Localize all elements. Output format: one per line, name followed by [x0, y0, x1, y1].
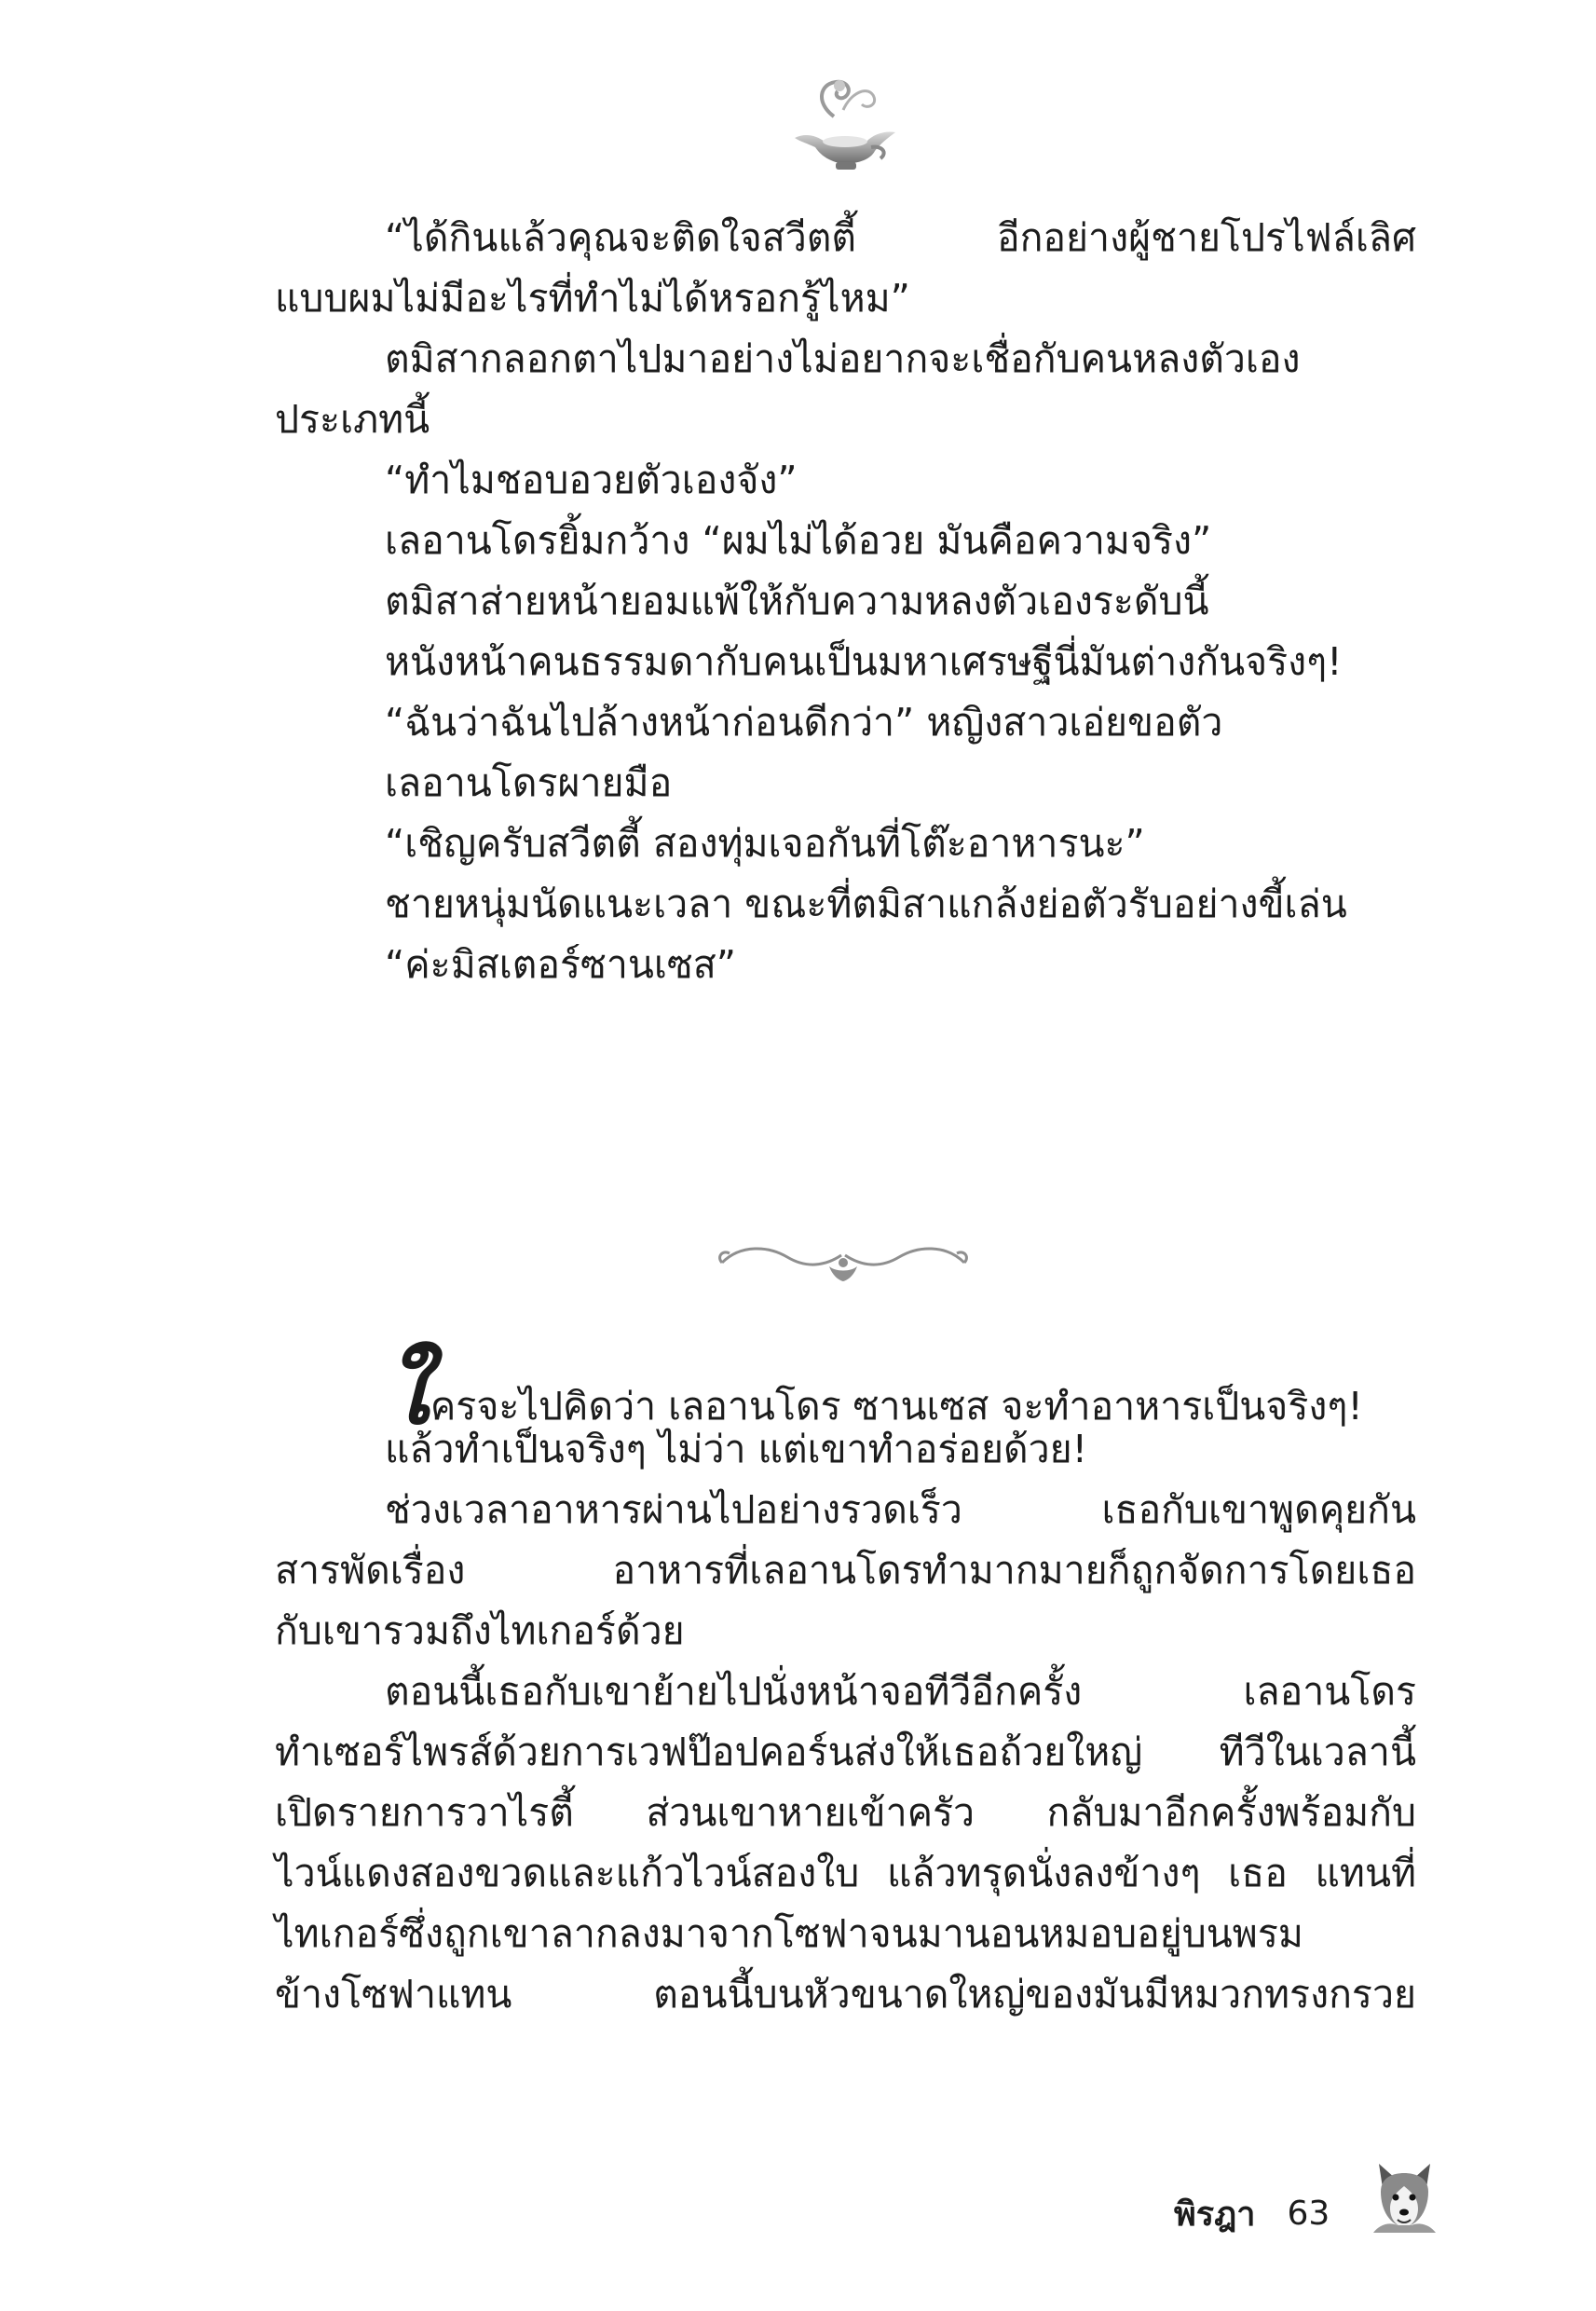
paragraph-line: ทำเซอร์ไพรส์ด้วยการเวฟป๊อปคอร์นส่งให้เธอถ้วยใหญ่ ทีวีในเวลานี้ [275, 1730, 1416, 1774]
paragraph-line: แล้วทำเป็นจริงๆ ไม่ว่า แต่เขาทำอร่อยด้วย! [385, 1427, 1088, 1471]
first-line-text: ครจะไปคิดว่า เลอานโดร ซานเซส จะทำอาหารเป็นจริงๆ! [430, 1384, 1363, 1429]
paragraph-line: “เชิญครับสวีตตี้ สองทุ่มเจอกันที่โต๊ะอาหารนะ” [385, 821, 1145, 866]
page-footer [1174, 2185, 1330, 2241]
paragraph-line: กับเขารวมถึงไทเกอร์ด้วย [275, 1608, 685, 1653]
genie-lamp-icon [778, 65, 908, 177]
paragraph-line: เลอานโดรยิ้มกว้าง “ผมไม่ได้อวย มันคือความจริง” [385, 518, 1212, 563]
paragraph-line: “ทำไมชอบอวยตัวเองจัง” [385, 458, 798, 502]
paragraph-line: เลอานโดรผายมือ [385, 760, 673, 805]
drop-cap: ใ [385, 1339, 429, 1444]
paragraph-line: “ได้กินแล้วคุณจะติดใจสวีตตี้ อีกอย่างผู้ชายโปรไฟล์เลิศ [385, 215, 1416, 260]
author-name: พิรฎา [1174, 2195, 1256, 2234]
paragraph-line: ตอนนี้เธอกับเขาย้ายไปนั่งหน้าจอทีวีอีกครั้ง เลอานโดร [385, 1669, 1416, 1714]
first-line-with-drop-cap [275, 1339, 1416, 1444]
paragraph-line: ไทเกอร์ซึ่งถูกเขาลากลงมาจากโซฟาจนมานอนหมอบอยู่บนพรม [275, 1911, 1303, 1956]
paragraph-line: สารพัดเรื่อง อาหารที่เลอานโดรทำมากมายก็ถูกจัดการโดยเธอ [275, 1548, 1416, 1593]
paragraph-line: “ค่ะมิสเตอร์ซานเซส” [385, 942, 737, 987]
paragraph-line: หนังหน้าคนธรรมดากับคนเป็นมหาเศรษฐีนี่มันต่างกันจริงๆ! [385, 639, 1343, 684]
paragraph-line: ชายหนุ่มนัดแนะเวลา ขณะที่ตมิสาแกล้งย่อตัวรับอย่างขี้เล่น [385, 882, 1347, 926]
section-divider-flourish [703, 1235, 983, 1291]
page-number: 63 [1287, 2194, 1330, 2233]
paragraph-line: ข้างโซฟาแทน ตอนนี้บนหัวขนาดใหญ่ของมันมีหมวกทรงกรวย [275, 1972, 1416, 2017]
paragraph-line: ตมิสากลอกตาไปมาอย่างไม่อยากจะเชื่อกับคนหลงตัวเอง [385, 336, 1301, 381]
husky-dog-icon [1370, 2160, 1439, 2235]
paragraph-line: ประเภทนี้ [275, 397, 430, 442]
paragraph-line: ตมิสาส่ายหน้ายอมแพ้ให้กับความหลงตัวเองระดับนี้ [385, 579, 1209, 623]
paragraph-line: ช่วงเวลาอาหารผ่านไปอย่างรวดเร็ว เธอกับเขาพูดคุยกัน [385, 1487, 1416, 1532]
paragraph-line: ไวน์แดงสองขวดและแก้วไวน์สองใบ แล้วทรุดนั่งลงข้างๆ เธอ แทนที่ [275, 1851, 1416, 1895]
paragraph-line: แบบผมไม่มีอะไรที่ทำไม่ได้หรอกรู้ไหม” [275, 276, 910, 321]
paragraph-line: เปิดรายการวาไรตี้ ส่วนเขาหายเข้าครัว กลับมาอีกครั้งพร้อมกับ [275, 1790, 1416, 1835]
paragraph-line: “ฉันว่าฉันไปล้างหน้าก่อนดีกว่า” หญิงสาวเอ่ยขอตัว [385, 700, 1223, 745]
